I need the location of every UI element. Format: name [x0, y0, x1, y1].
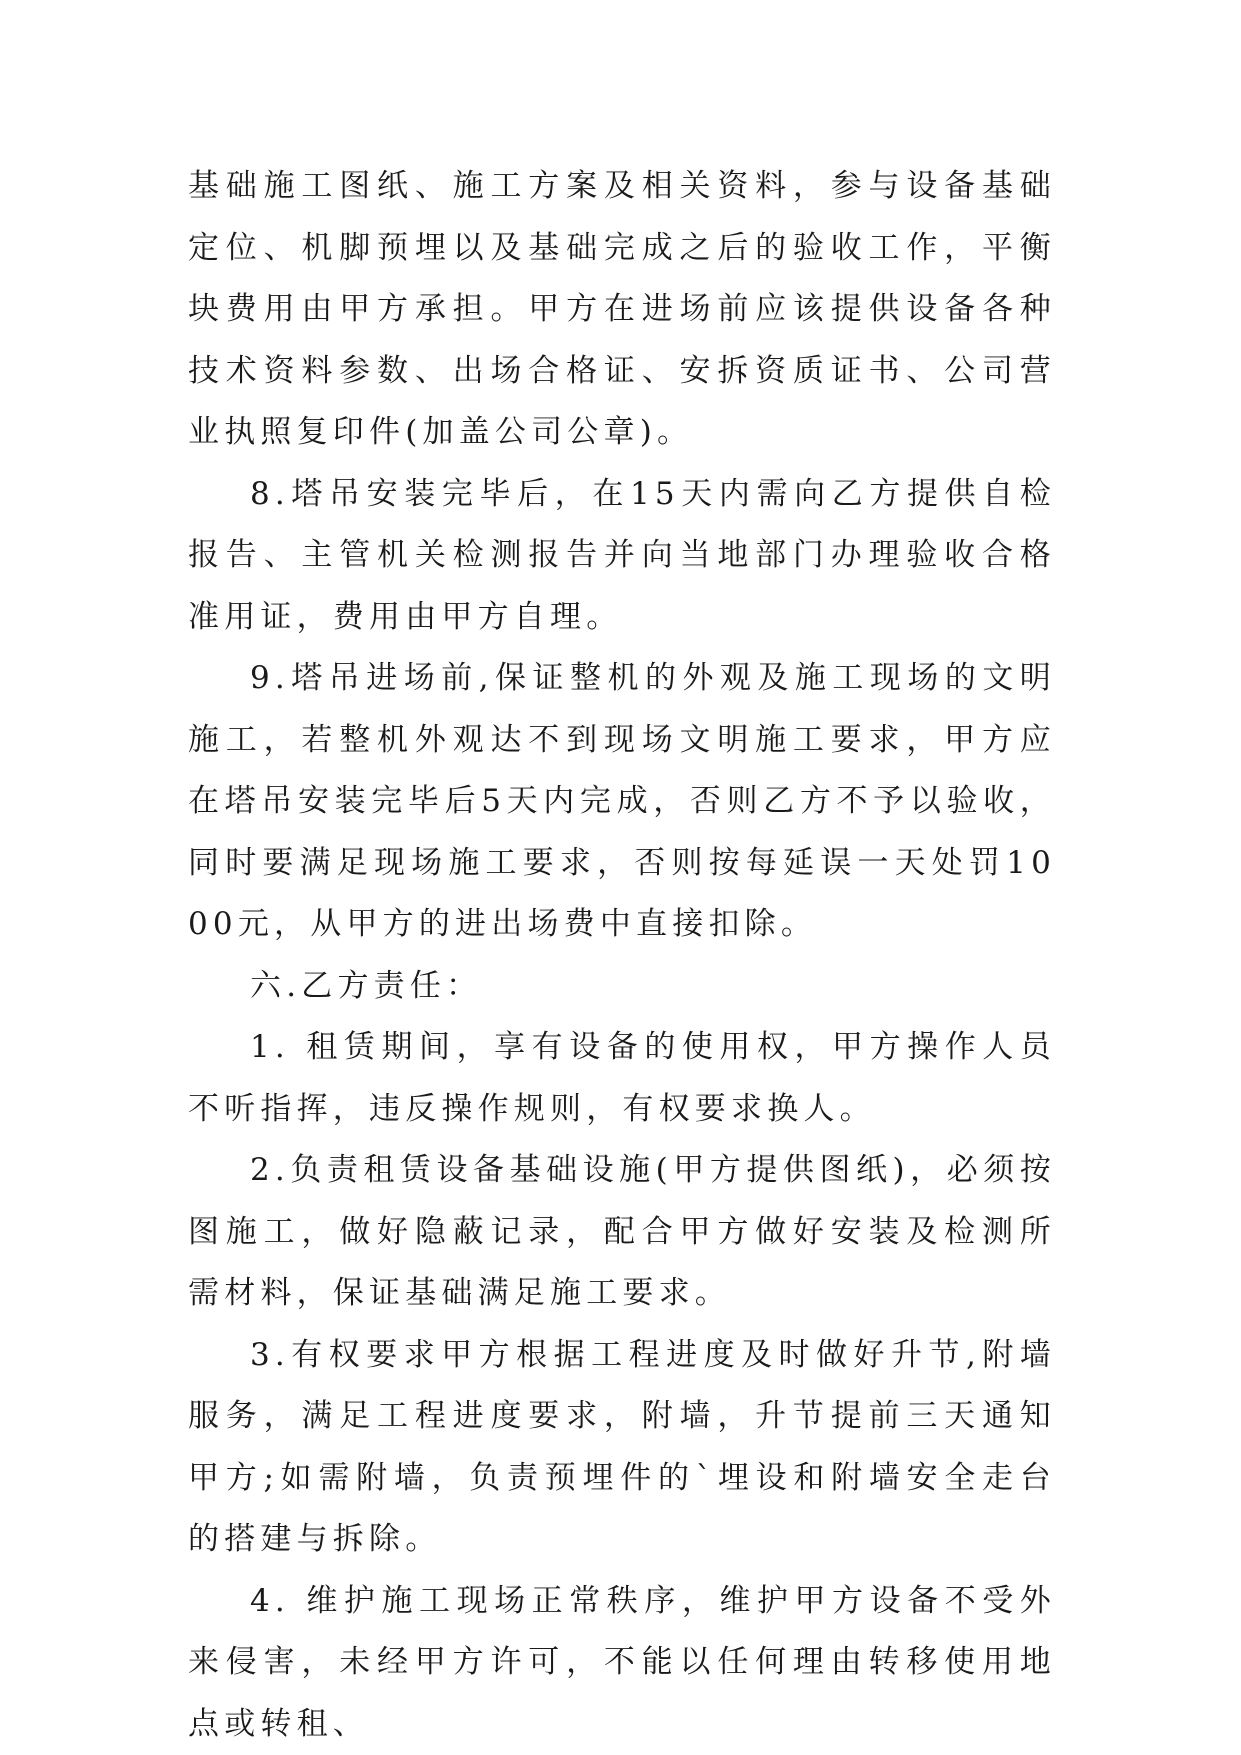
paragraph-item-4: 4. 维护施工现场正常秩序，维护甲方设备不受外来侵害，未经甲方许可，不能以任何理由转移使用地点或转租、: [188, 1571, 1056, 1755]
section-heading-party-b: 六.乙方责任：: [188, 956, 1056, 1018]
paragraph-item-3: 3.有权要求甲方根据工程进度及时做好升节,附墙服务，满足工程进度要求，附墙，升节提前三天通知甲方;如需附墙，负责预埋件的`埋设和附墙安全走台的搭建与拆除。: [188, 1325, 1056, 1571]
paragraph-item-1: 1. 租赁期间，享有设备的使用权，甲方操作人员不听指挥，违反操作规则，有权要求换人。: [188, 1017, 1056, 1140]
paragraph-continuation: 基础施工图纸、施工方案及相关资料，参与设备基础定位、机脚预埋以及基础完成之后的验收工作，平衡块费用由甲方承担。甲方在进场前应该提供设备各种技术资料参数、出场合格证、安拆资质证书、公司营业执照复印件(加盖公司公章)。: [188, 156, 1056, 464]
paragraph-item-2: 2.负责租赁设备基础设施(甲方提供图纸)，必须按图施工，做好隐蔽记录，配合甲方做好安装及检测所需材料，保证基础满足施工要求。: [188, 1140, 1056, 1325]
document-body: [188, 156, 1056, 1755]
paragraph-item-9: 9.塔吊进场前,保证整机的外观及施工现场的文明施工，若整机外观达不到现场文明施工要求，甲方应在塔吊安装完毕后5天内完成，否则乙方不予以验收，同时要满足现场施工要求，否则按每延误一天处罚1000元，从甲方的进出场费中直接扣除。: [188, 648, 1056, 956]
paragraph-item-8: 8.塔吊安装完毕后，在15天内需向乙方提供自检报告、主管机关检测报告并向当地部门办理验收合格准用证，费用由甲方自理。: [188, 464, 1056, 649]
